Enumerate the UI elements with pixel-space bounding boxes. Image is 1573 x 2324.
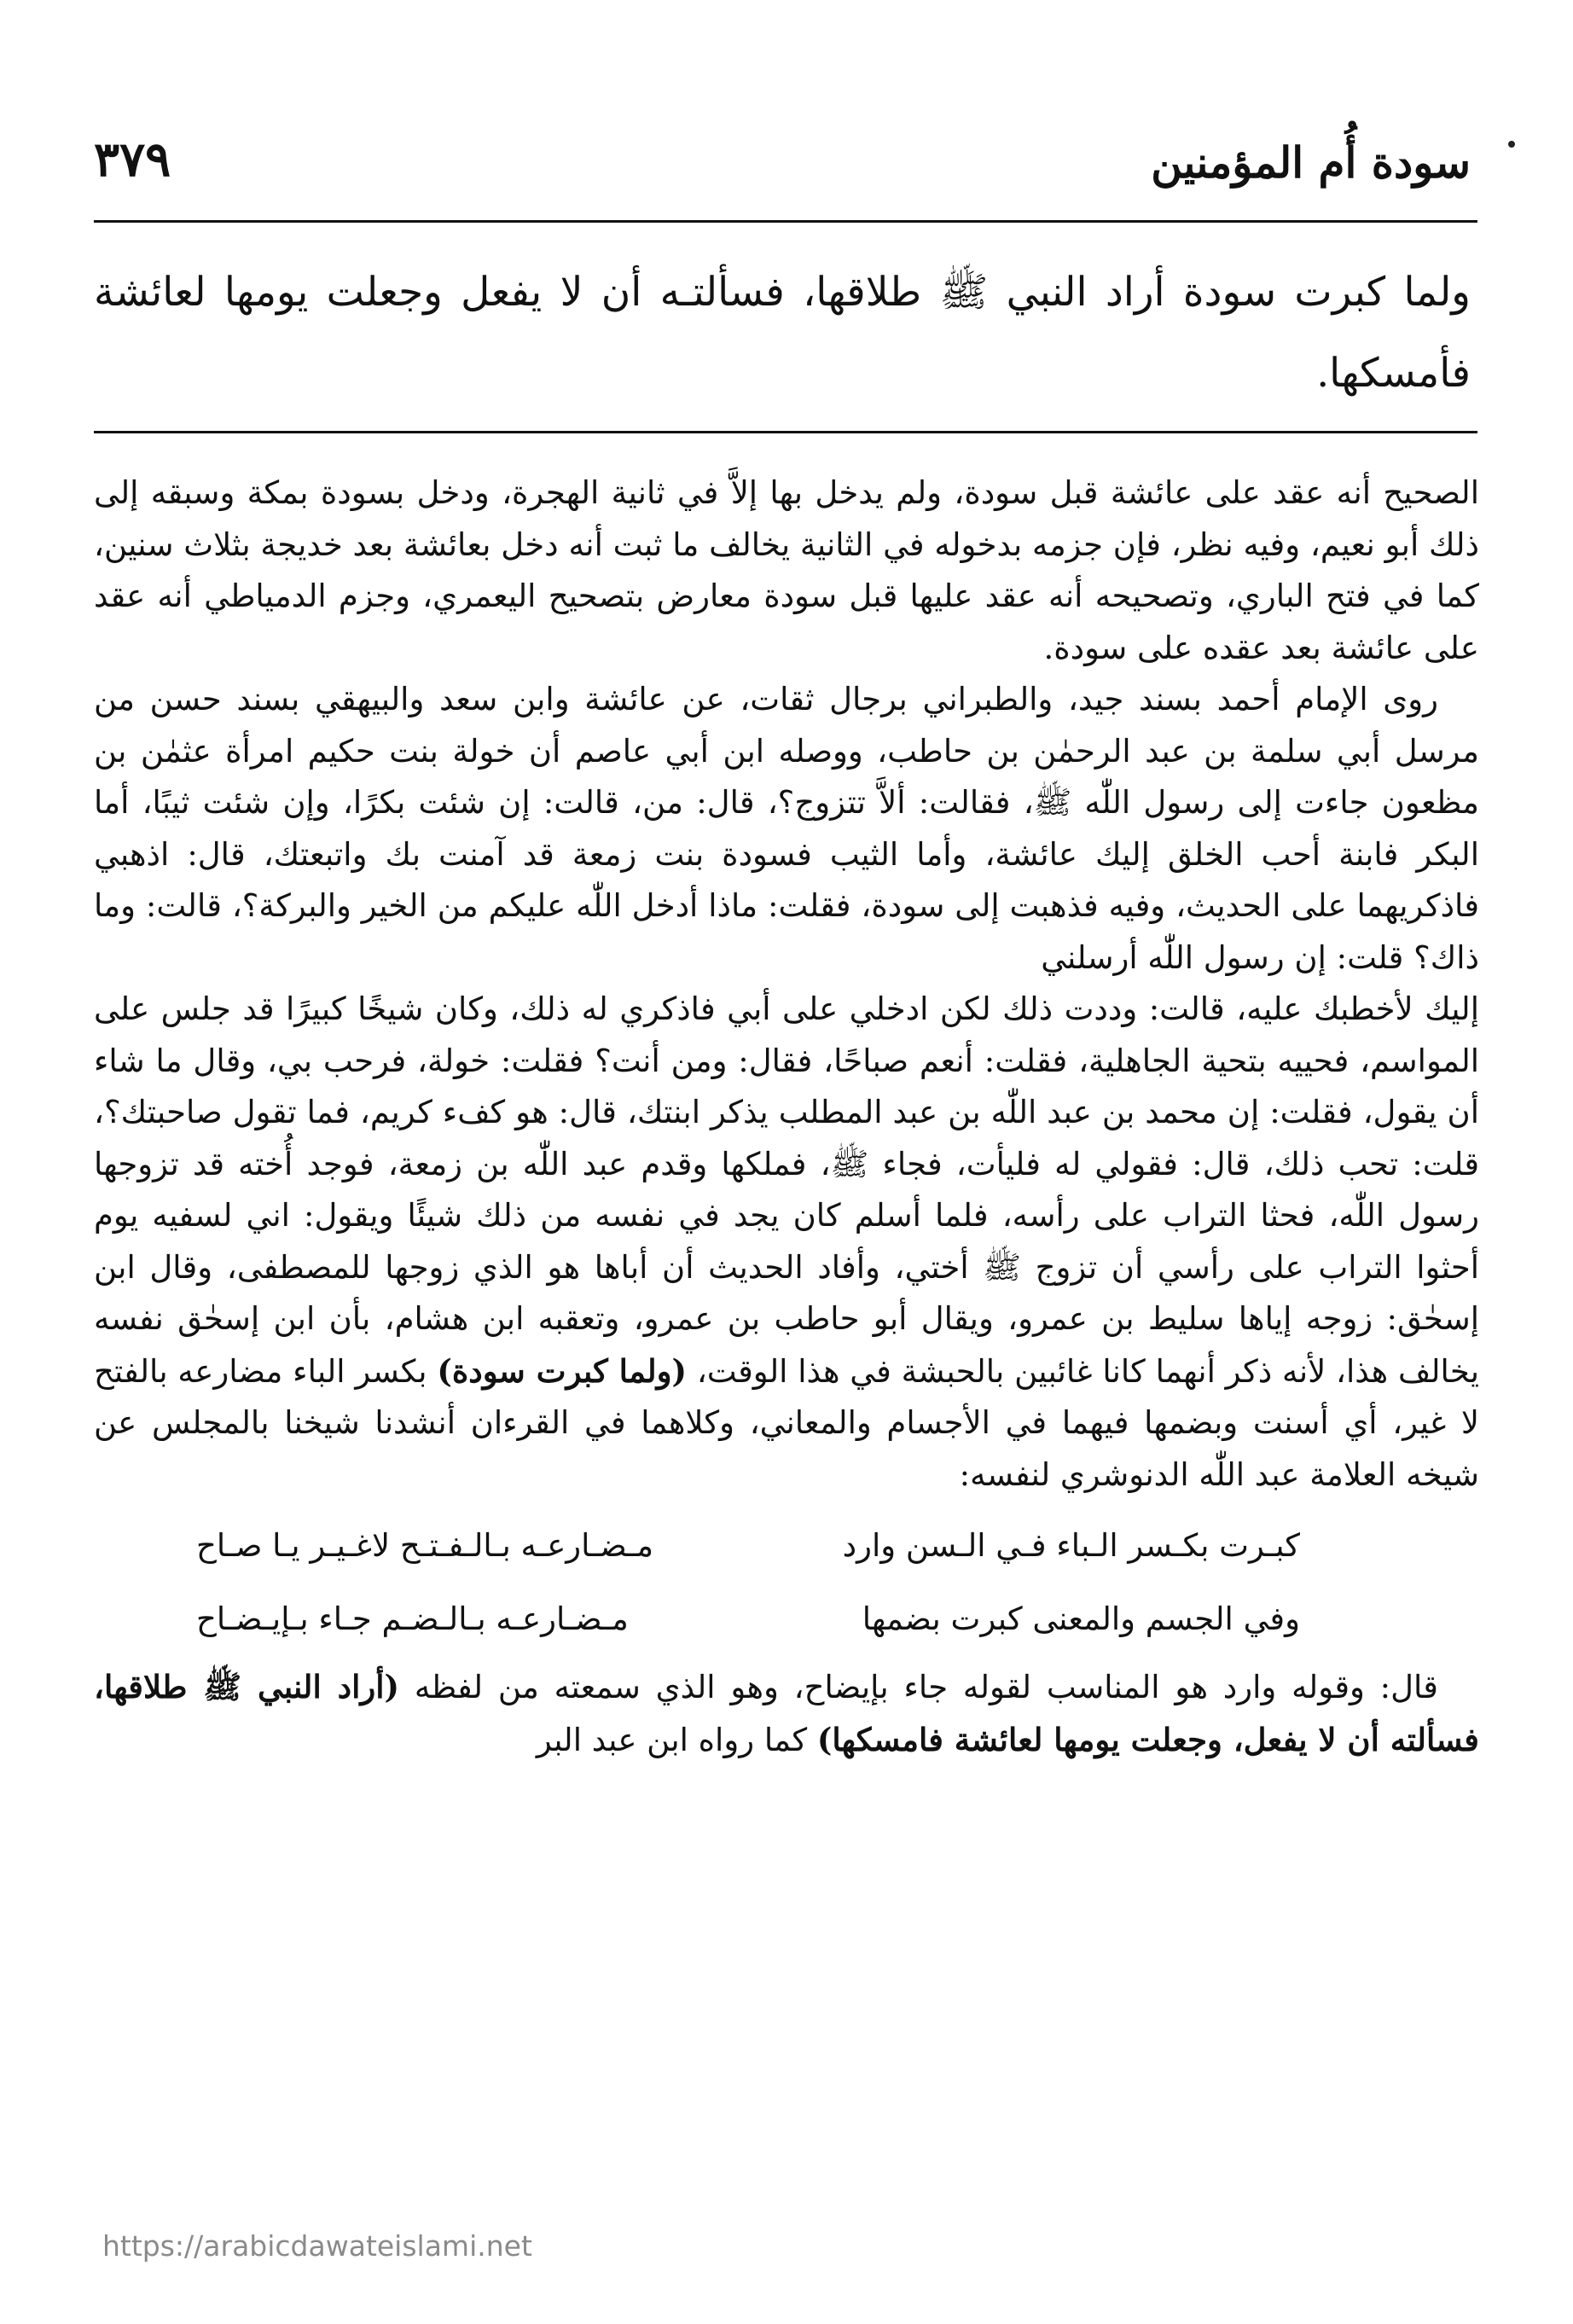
commentary-paragraph-3 — [94, 984, 1479, 1501]
matn-text: ولما كبرت سودة أراد النبي ﷺ طلاقها، فسألتـه أن لا يفعل وجعلت يومها لعائشة فأمسكها. — [94, 269, 1471, 397]
poem-verse — [94, 1509, 1479, 1583]
poem-verse — [94, 1583, 1479, 1656]
verse-first-hemistich: كبـرت بكـسر الـباء فـي الـسن وارد — [842, 1527, 1300, 1564]
page-number: ٣٧٩ — [94, 131, 171, 188]
page-dot — [1508, 141, 1515, 148]
top-rule — [94, 220, 1477, 223]
paragraph-4-end: كما رواه ابن عبد البر — [536, 1721, 808, 1758]
quoted-matn-1: (ولما كبرت سودة) — [437, 1351, 687, 1390]
commentary-paragraph-4 — [94, 1661, 1479, 1766]
commentary-paragraph-2: روى الإمام أحمد بسند جيد، والطبراني برجال ثقات، عن عائشة وابن سعد والبيهقي بسند حسن من مرسل أبي سلمة بن عبد الرحمٰن بن حاطب، ووصله ابن أبي عاصم أن خولة بنت حكيم امرأة عثمٰن بن مظعون جاءت إلى رسول اللّٰه ﷺ، فقالت: ألاَّ تتزوج؟، قال: من، قالت: إن شئت بكرًا، وإن شئت ثيبًا، أما البكر فابنة أحب الخلق إليك عائشة، وأما الثيب فسودة بنت زمعة قد آمنت بك واتبعتك، قال: اذهبي فاذكريهما على الحديث، وفيه فذهبت إلى سودة، فقلت: ماذا أدخل اللّٰه عليكم من الخير والبركة؟، قالت: وما ذاك؟ قلت: إن رسول اللّٰه أرسلني — [94, 681, 1479, 976]
verse-second-hemistich: مـضـارعـه بـالـضـم جـاء بـإيـضـاح — [196, 1601, 629, 1637]
verse-first-hemistich: وفي الجسم والمعنى كبرت بضمها — [862, 1601, 1300, 1637]
commentary — [94, 468, 1479, 1766]
paragraph-3-text: إليك لأخطبك عليه، قالت: وددت ذلك لكن ادخلي على أبي فاذكري له ذلك، وكان شيخًا كبيرًا قد جلس على المواسم، فحييه بتحية الجاهلية، فقلت: أنعم صباحًا، فقال: ومن أنت؟ فقلت: خولة، فرحب بي، وقال ما شاء أن يقول، فقلت: إن محمد بن عبد اللّٰه بن عبد المطلب يذكر ابنتك، قال: هو كفء كريم، فما تقول صاحبتك؟، قلت: تحب ذلك، قال: فقولي له فليأت، فجاء ﷺ، فملكها وقدم عبد اللّٰه بن زمعة، فوجد أُخته قد تزوجها رسول اللّٰه، فحثا التراب على رأسه، فلما أسلم كان يجد في نفسه من ذلك شيئًا ويقول: اني لسفيه يوم أحثوا التراب على رأسي أن تزوج ﷺ أختي، وأفاد الحديث أن أباها هو الذي زوجها للمصطفى، وقال ابن إسحٰق: زوجه إياها سليط بن عمرو، ويقال أبو حاطب بن عمرو، وتعقبه ابن هشام، بأن ابن إسحٰق نفسه يخالف هذا، لأنه ذكر أنهما كانا غائبين بالحبشة في هذا الوقت، — [94, 991, 1480, 1390]
header-title: سودة أُم المؤمنين — [1151, 137, 1471, 188]
matn-rule — [94, 431, 1477, 433]
quoted-matn-2: (أراد النبي ﷺ طلاقها، فسألته أن لا يفعل، وجعلت يومها لعائشة فامسكها) — [94, 1668, 1479, 1758]
paragraph-3-tail: بكسر الباء مضارعه بالفتح لا غير، أي أسنت وبضمها فيهما في الأجسام والمعاني، وكلاهما في القرءان أنشدنا شيخنا بالمجلس عن شيخه العلامة عبد اللّٰه الدنوشري لنفسه: — [94, 1352, 1479, 1493]
running-header — [94, 119, 1471, 188]
verse-second-hemistich: مـضـارعـه بـالـفـتـح لاغـيـر يـا صـاح — [196, 1527, 654, 1564]
commentary-paragraph-1: الصحيح أنه عقد على عائشة قبل سودة، ولم يدخل بها إلاَّ في ثانية الهجرة، ودخل بسودة بمكة وسبقه إلى ذلك أبو نعيم، وفيه نظر، فإن جزمه بدخوله في الثانية يخالف ما ثبت أنه دخل بعائشة بعد خديجة بثلاث سنين، كما في فتح الباري، وتصحيحه أنه عقد عليها قبل سودة معارض بتصحيح اليعمري، وجزم الدمياطي أنه عقد على عائشة بعد عقده على سودة. — [94, 474, 1479, 666]
poem — [94, 1509, 1479, 1656]
watermark-url: https://arabicdawateislami.net — [102, 2229, 532, 2263]
paragraph-4-start: قال: وقوله وارد هو المناسب لقوله جاء بإيضاح، وهو الذي سمعته من لفظه — [414, 1669, 1438, 1705]
